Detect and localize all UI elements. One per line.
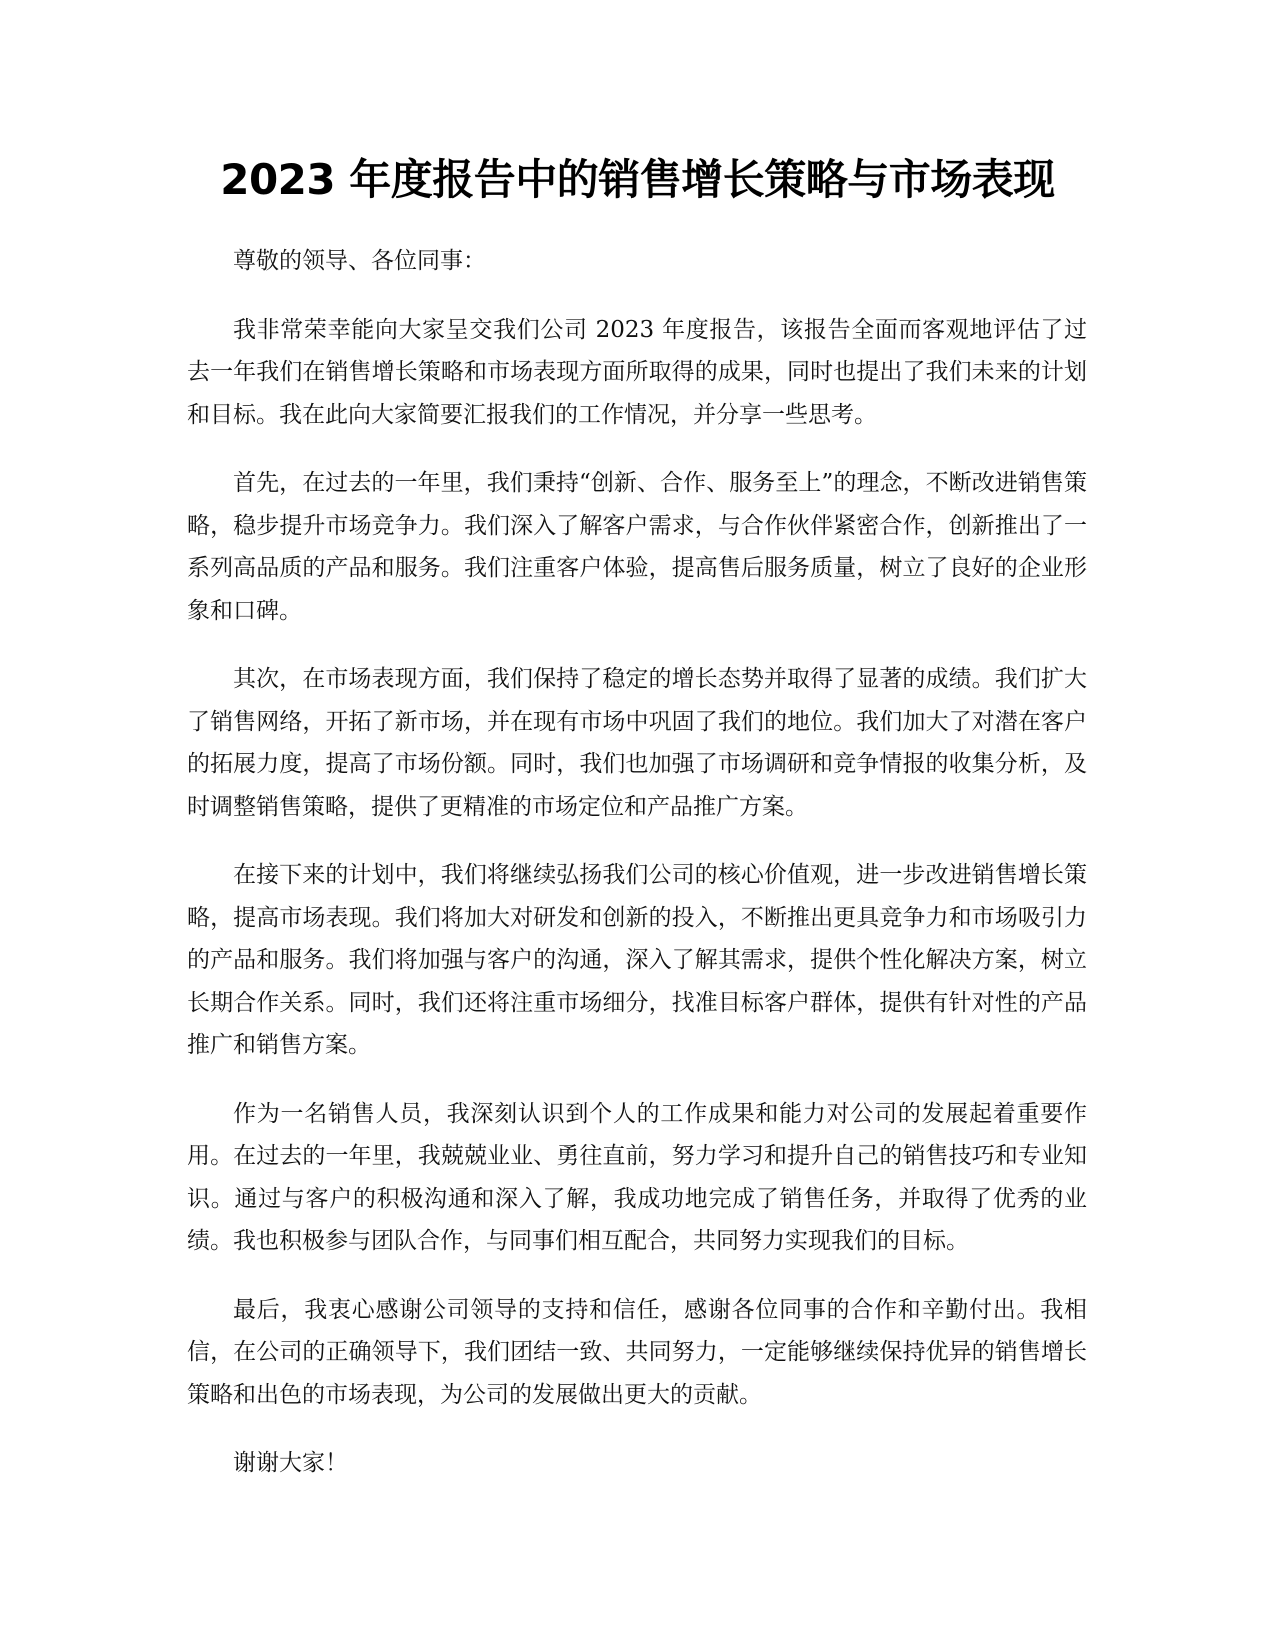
strategy-paragraph: 首先，在过去的一年里，我们秉持“创新、合作、服务至上”的理念，不断改进销售策略，稳步提升市场竞争力。我们深入了解客户需求，与合作伙伴紧密合作，创新推出了一系列高品质的产品和服务。我们注重客户体验，提高售后服务质量，树立了良好的企业形象和口碑。 (187, 470, 1087, 624)
intro-paragraph: 我非常荣幸能向大家呈交我们公司 2023 年度报告，该报告全面而客观地评估了过去一年我们在销售增长策略和市场表现方面所取得的成果，同时也提出了我们未来的计划和目标。我在此向大家简要汇报我们的工作情况，并分享一些思考。 (187, 316, 1087, 428)
document-body (187, 240, 1087, 1511)
salutation-paragraph: 尊敬的领导、各位同事： (233, 248, 486, 274)
acknowledgement-paragraph: 最后，我衷心感谢公司领导的支持和信任，感谢各位同事的合作和辛勤付出。我相信，在公司的正确领导下，我们团结一致、共同努力，一定能够继续保持优异的销售增长策略和出色的市场表现，为公司的发展做出更大的贡献。 (187, 1296, 1087, 1408)
market-performance-paragraph: 其次，在市场表现方面，我们保持了稳定的增长态势并取得了显著的成绩。我们扩大了销售网络，开拓了新市场，并在现有市场中巩固了我们的地位。我们加大了对潜在客户的拓展力度，提高了市场份额。同时，我们也加强了市场调研和竞争情报的收集分析，及时调整销售策略，提供了更精准的市场定位和产品推广方案。 (187, 666, 1087, 820)
document-title: 2023 年度报告中的销售增长策略与市场表现 (220, 155, 1055, 204)
personal-reflection-paragraph: 作为一名销售人员，我深刻认识到个人的工作成果和能力对公司的发展起着重要作用。在过去的一年里，我兢兢业业、勇往直前，努力学习和提升自己的销售技巧和专业知识。通过与客户的积极沟通和深入了解，我成功地完成了销售任务，并取得了优秀的业绩。我也积极参与团队合作，与同事们相互配合，共同努力实现我们的目标。 (187, 1100, 1087, 1254)
closing-paragraph: 谢谢大家！ (233, 1450, 348, 1476)
future-plan-paragraph: 在接下来的计划中，我们将继续弘扬我们公司的核心价值观，进一步改进销售增长策略，提高市场表现。我们将加大对研发和创新的投入，不断推出更具竞争力和市场吸引力的产品和服务。我们将加强与客户的沟通，深入了解其需求，提供个性化解决方案，树立长期合作关系。同时，我们还将注重市场细分，找准目标客户群体，提供有针对性的产品推广和销售方案。 (187, 862, 1087, 1058)
